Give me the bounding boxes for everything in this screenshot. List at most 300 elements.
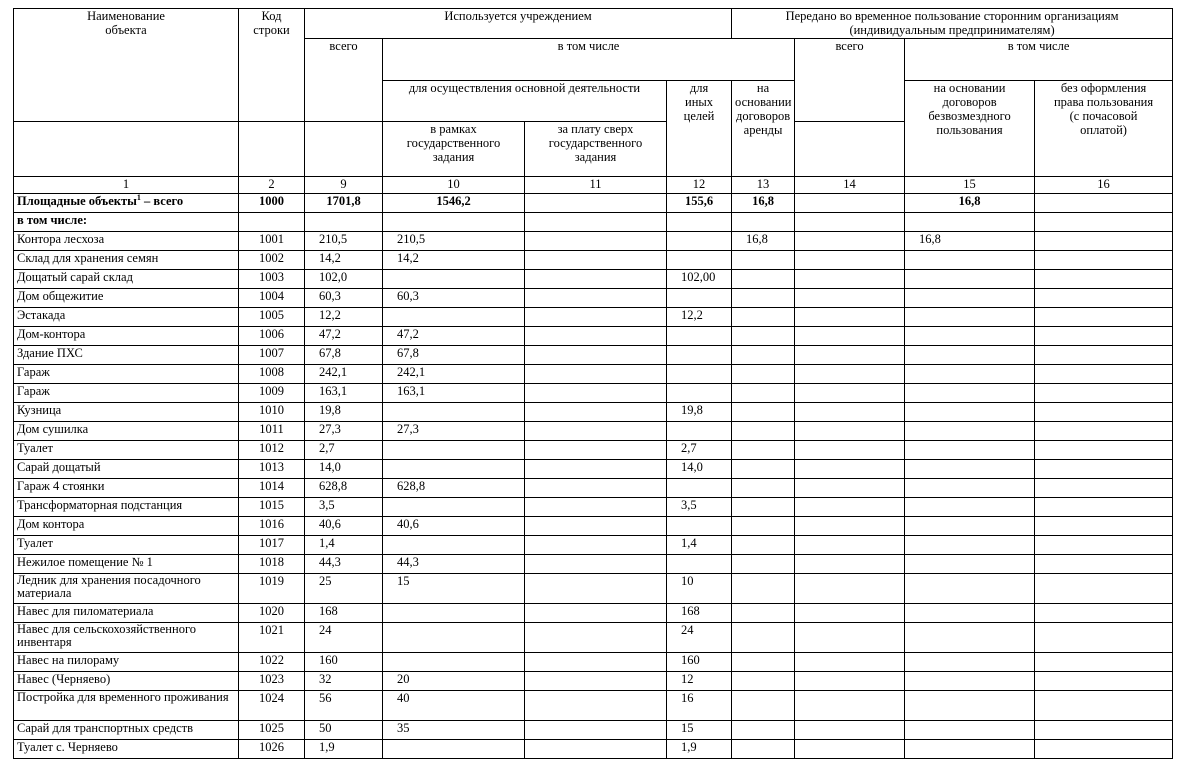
cell-gov [383, 536, 525, 555]
cell-t-lease [795, 384, 905, 403]
column-number: 9 [305, 177, 383, 194]
cell-t-norights [1035, 740, 1173, 759]
cell-gov: 20 [383, 672, 525, 691]
table-row [14, 721, 1173, 740]
cell-gov: 47,2 [383, 327, 525, 346]
cell-name: Контора лесхоза [14, 232, 239, 251]
header-row-1 [14, 9, 1173, 39]
cell-total: 168 [305, 604, 383, 623]
cell-t-lease [795, 517, 905, 536]
cell-code: 1014 [239, 479, 305, 498]
cell-t-free: 16,8 [905, 232, 1035, 251]
cell-other: 1,4 [667, 536, 732, 555]
table-row [14, 346, 1173, 365]
cell-total: 60,3 [305, 289, 383, 308]
cell-gov [383, 460, 525, 479]
table-row [14, 479, 1173, 498]
cell-code: 1025 [239, 721, 305, 740]
summary-paid [525, 194, 667, 213]
cell-t-lease [795, 604, 905, 623]
cell-name: Дом контора [14, 517, 239, 536]
cell-t-free [905, 441, 1035, 460]
table-row [14, 574, 1173, 604]
cell-total: 56 [305, 691, 383, 721]
cell-t-free [905, 346, 1035, 365]
cell-t-norights [1035, 346, 1173, 365]
cell-t-free [905, 653, 1035, 672]
cell-other [667, 346, 732, 365]
cell-paid [525, 555, 667, 574]
table-row [14, 441, 1173, 460]
cell-other [667, 365, 732, 384]
cell-t-norights [1035, 574, 1173, 604]
cell-paid [525, 460, 667, 479]
cell-total: 2,7 [305, 441, 383, 460]
cell-t-norights [1035, 251, 1173, 270]
cell-gov: 67,8 [383, 346, 525, 365]
cell-name: Навес (Черняево) [14, 672, 239, 691]
property-table [13, 8, 1173, 759]
cell-t-free [905, 555, 1035, 574]
column-number: 12 [667, 177, 732, 194]
cell-t-norights [1035, 604, 1173, 623]
cell-t-total [732, 270, 795, 289]
cell-t-total [732, 441, 795, 460]
cell-other: 168 [667, 604, 732, 623]
cell-name: Дом-контора [14, 327, 239, 346]
cell-t-total [732, 479, 795, 498]
column-number: 16 [1035, 177, 1173, 194]
cell-t-free [905, 460, 1035, 479]
cell-paid [525, 536, 667, 555]
cell-total: 25 [305, 574, 383, 604]
cell-t-total [732, 653, 795, 672]
cell-code: 1003 [239, 270, 305, 289]
cell-code: 1018 [239, 555, 305, 574]
cell-paid [525, 498, 667, 517]
cell-t-free [905, 604, 1035, 623]
including-label: в том числе: [14, 213, 239, 232]
cell-t-total [732, 604, 795, 623]
cell-t-norights [1035, 403, 1173, 422]
cell-t-lease [795, 270, 905, 289]
cell-name: Гараж 4 стоянки [14, 479, 239, 498]
cell-t-norights [1035, 623, 1173, 653]
cell-paid [525, 653, 667, 672]
cell-other [667, 327, 732, 346]
cell-gov: 40,6 [383, 517, 525, 536]
table-row [14, 653, 1173, 672]
cell-code: 1010 [239, 403, 305, 422]
table-row [14, 308, 1173, 327]
cell-gov: 15 [383, 574, 525, 604]
cell-paid [525, 441, 667, 460]
cell-t-total [732, 403, 795, 422]
column-number: 10 [383, 177, 525, 194]
table-row [14, 604, 1173, 623]
cell-paid [525, 691, 667, 721]
cell-t-norights [1035, 498, 1173, 517]
header-lease: на основании договоров аренды [732, 80, 795, 177]
cell-paid [525, 251, 667, 270]
table-row [14, 327, 1173, 346]
column-number: 14 [795, 177, 905, 194]
cell-total: 14,0 [305, 460, 383, 479]
cell-t-free [905, 327, 1035, 346]
table-row [14, 555, 1173, 574]
cell-name: Гараж [14, 365, 239, 384]
cell-other [667, 422, 732, 441]
cell-code: 1023 [239, 672, 305, 691]
cell-code: 1009 [239, 384, 305, 403]
cell-t-free [905, 740, 1035, 759]
cell-t-total [732, 672, 795, 691]
cell-gov: 210,5 [383, 232, 525, 251]
cell-code: 1024 [239, 691, 305, 721]
cell-t-total [732, 498, 795, 517]
cell-total: 12,2 [305, 308, 383, 327]
cell-t-free [905, 289, 1035, 308]
cell-other: 10 [667, 574, 732, 604]
cell-paid [525, 327, 667, 346]
summary-t-lease [795, 194, 905, 213]
header-transferred: Передано во временное пользование сторонним организациям (индивидуальным предпринимателям) [732, 9, 1173, 39]
cell-gov: 60,3 [383, 289, 525, 308]
table-row [14, 672, 1173, 691]
cell-total: 1,4 [305, 536, 383, 555]
cell-total: 3,5 [305, 498, 383, 517]
summary-t-total: 16,8 [732, 194, 795, 213]
column-number: 1 [14, 177, 239, 194]
cell-t-norights [1035, 365, 1173, 384]
cell-gov [383, 604, 525, 623]
cell-paid [525, 403, 667, 422]
cell-t-lease [795, 691, 905, 721]
cell-t-lease [795, 327, 905, 346]
cell-code: 1002 [239, 251, 305, 270]
cell-other: 19,8 [667, 403, 732, 422]
cell-name: Сарай для транспортных средств [14, 721, 239, 740]
table-row [14, 536, 1173, 555]
cell-total: 50 [305, 721, 383, 740]
header-name: Наименование объекта [14, 9, 239, 122]
cell-t-lease [795, 574, 905, 604]
cell-code: 1011 [239, 422, 305, 441]
cell-gov: 44,3 [383, 555, 525, 574]
cell-name: Склад для хранения семян [14, 251, 239, 270]
cell-code: 1017 [239, 536, 305, 555]
cell-t-lease [795, 346, 905, 365]
cell-other: 3,5 [667, 498, 732, 517]
cell-name: Навес для пиломатериала [14, 604, 239, 623]
cell-t-norights [1035, 384, 1173, 403]
cell-t-norights [1035, 460, 1173, 479]
table-row [14, 422, 1173, 441]
cell-t-lease [795, 536, 905, 555]
cell-paid [525, 604, 667, 623]
cell-name: Здание ПХС [14, 346, 239, 365]
cell-gov: 27,3 [383, 422, 525, 441]
cell-other [667, 555, 732, 574]
cell-t-total [732, 536, 795, 555]
summary-name: Площадные объекты$^1$ – всего [14, 194, 239, 213]
cell-total: 102,0 [305, 270, 383, 289]
cell-t-total [732, 289, 795, 308]
cell-t-free [905, 479, 1035, 498]
cell-t-free [905, 498, 1035, 517]
header-main-activity: для осуществления основной деятельности [383, 80, 667, 122]
column-number: 13 [732, 177, 795, 194]
cell-t-lease [795, 441, 905, 460]
cell-paid [525, 270, 667, 289]
cell-t-total: 16,8 [732, 232, 795, 251]
cell-t-total [732, 384, 795, 403]
cell-t-free [905, 422, 1035, 441]
table-row [14, 740, 1173, 759]
cell-t-lease [795, 653, 905, 672]
cell-gov [383, 403, 525, 422]
cell-code: 1012 [239, 441, 305, 460]
cell-other: 12,2 [667, 308, 732, 327]
cell-gov [383, 653, 525, 672]
cell-t-lease [795, 721, 905, 740]
cell-name: Эстакада [14, 308, 239, 327]
cell-code: 1015 [239, 498, 305, 517]
cell-t-lease [795, 365, 905, 384]
cell-other: 16 [667, 691, 732, 721]
summary-t-free: 16,8 [905, 194, 1035, 213]
cell-other [667, 479, 732, 498]
cell-t-lease [795, 479, 905, 498]
table-row [14, 403, 1173, 422]
cell-code: 1007 [239, 346, 305, 365]
summary-t-norights [1035, 194, 1173, 213]
cell-gov: 14,2 [383, 251, 525, 270]
header-gov-task: в рамках государственного задания [383, 122, 525, 177]
cell-name: Дощатый сарай склад [14, 270, 239, 289]
cell-name: Туалет [14, 536, 239, 555]
cell-t-total [732, 691, 795, 721]
cell-gov [383, 498, 525, 517]
cell-t-total [732, 740, 795, 759]
cell-paid [525, 721, 667, 740]
cell-name: Дом общежитие [14, 289, 239, 308]
cell-t-total [732, 555, 795, 574]
cell-paid [525, 574, 667, 604]
cell-other: 12 [667, 672, 732, 691]
cell-t-norights [1035, 691, 1173, 721]
table-row [14, 623, 1173, 653]
cell-total: 44,3 [305, 555, 383, 574]
cell-t-lease [795, 740, 905, 759]
cell-t-lease [795, 289, 905, 308]
cell-name: Навес для сельскохозяйственного инвентаря [14, 623, 239, 653]
cell-t-total [732, 422, 795, 441]
cell-total: 163,1 [305, 384, 383, 403]
cell-total: 242,1 [305, 365, 383, 384]
summary-row [14, 194, 1173, 213]
table-row [14, 517, 1173, 536]
cell-t-free [905, 270, 1035, 289]
cell-t-total [732, 365, 795, 384]
table-row [14, 232, 1173, 251]
cell-t-lease [795, 672, 905, 691]
cell-gov [383, 441, 525, 460]
summary-other: 155,6 [667, 194, 732, 213]
cell-name: Ледник для хранения посадочного материала [14, 574, 239, 604]
header-paid: за плату сверх государственного задания [525, 122, 667, 177]
cell-code: 1008 [239, 365, 305, 384]
column-number-row [14, 177, 1173, 194]
cell-t-lease [795, 308, 905, 327]
cell-name: Постройка для временного проживания [14, 691, 239, 721]
cell-t-norights [1035, 555, 1173, 574]
cell-name: Сарай дощатый [14, 460, 239, 479]
cell-t-total [732, 346, 795, 365]
table-row [14, 270, 1173, 289]
cell-paid [525, 365, 667, 384]
table-row [14, 365, 1173, 384]
cell-code: 1001 [239, 232, 305, 251]
cell-paid [525, 672, 667, 691]
cell-name: Кузница [14, 403, 239, 422]
cell-t-total [732, 327, 795, 346]
cell-code: 1006 [239, 327, 305, 346]
column-number: 15 [905, 177, 1035, 194]
cell-t-norights [1035, 270, 1173, 289]
cell-total: 40,6 [305, 517, 383, 536]
cell-t-free [905, 403, 1035, 422]
cell-t-norights [1035, 721, 1173, 740]
cell-total: 47,2 [305, 327, 383, 346]
cell-total: 628,8 [305, 479, 383, 498]
column-number: 11 [525, 177, 667, 194]
cell-name: Туалет [14, 441, 239, 460]
cell-t-lease [795, 251, 905, 270]
cell-t-norights [1035, 441, 1173, 460]
cell-gov: 40 [383, 691, 525, 721]
cell-gov [383, 623, 525, 653]
header-used-by: Используется учреждением [305, 9, 732, 39]
cell-other: 15 [667, 721, 732, 740]
cell-other [667, 384, 732, 403]
cell-paid [525, 740, 667, 759]
cell-t-free [905, 691, 1035, 721]
cell-t-lease [795, 623, 905, 653]
cell-t-total [732, 623, 795, 653]
cell-other [667, 232, 732, 251]
table-row [14, 498, 1173, 517]
cell-t-free [905, 536, 1035, 555]
cell-gov: 242,1 [383, 365, 525, 384]
cell-paid [525, 289, 667, 308]
cell-t-free [905, 251, 1035, 270]
cell-code: 1005 [239, 308, 305, 327]
cell-gov: 35 [383, 721, 525, 740]
cell-t-free [905, 365, 1035, 384]
table-row [14, 384, 1173, 403]
cell-name: Дом сушилка [14, 422, 239, 441]
cell-total: 19,8 [305, 403, 383, 422]
cell-total: 210,5 [305, 232, 383, 251]
summary-code: 1000 [239, 194, 305, 213]
cell-total: 1,9 [305, 740, 383, 759]
cell-paid [525, 232, 667, 251]
cell-paid [525, 422, 667, 441]
cell-paid [525, 384, 667, 403]
cell-t-total [732, 460, 795, 479]
cell-other [667, 517, 732, 536]
cell-name: Навес на пилораму [14, 653, 239, 672]
cell-t-lease [795, 232, 905, 251]
cell-name: Гараж [14, 384, 239, 403]
cell-t-free [905, 721, 1035, 740]
cell-t-norights [1035, 479, 1173, 498]
cell-t-lease [795, 460, 905, 479]
cell-t-total [732, 308, 795, 327]
header-total: всего [305, 39, 383, 122]
cell-t-total [732, 574, 795, 604]
cell-paid [525, 308, 667, 327]
cell-gov: 628,8 [383, 479, 525, 498]
cell-other: 102,00 [667, 270, 732, 289]
cell-gov: 163,1 [383, 384, 525, 403]
header-free: на основании договоров безвозмездного пользования [905, 80, 1035, 177]
cell-t-norights [1035, 672, 1173, 691]
cell-t-free [905, 623, 1035, 653]
table-row [14, 691, 1173, 721]
cell-t-free [905, 517, 1035, 536]
including-row [14, 213, 1173, 232]
summary-total: 1701,8 [305, 194, 383, 213]
header-including: в том числе [383, 39, 795, 81]
cell-t-norights [1035, 517, 1173, 536]
cell-total: 24 [305, 623, 383, 653]
cell-paid [525, 346, 667, 365]
cell-code: 1004 [239, 289, 305, 308]
cell-name: Трансформаторная подстанция [14, 498, 239, 517]
cell-t-lease [795, 555, 905, 574]
cell-t-free [905, 308, 1035, 327]
cell-t-norights [1035, 308, 1173, 327]
column-number: 2 [239, 177, 305, 194]
cell-t-free [905, 672, 1035, 691]
cell-gov [383, 740, 525, 759]
cell-t-lease [795, 498, 905, 517]
table-row [14, 289, 1173, 308]
cell-t-norights [1035, 327, 1173, 346]
cell-t-norights [1035, 536, 1173, 555]
header-no-rights: без оформления права пользования (с почасовой оплатой) [1035, 80, 1173, 177]
cell-name: Нежилое помещение № 1 [14, 555, 239, 574]
cell-t-total [732, 251, 795, 270]
cell-t-total [732, 721, 795, 740]
cell-gov [383, 270, 525, 289]
cell-code: 1013 [239, 460, 305, 479]
table-row [14, 251, 1173, 270]
cell-code: 1026 [239, 740, 305, 759]
header-other: для иных целей [667, 80, 732, 177]
cell-gov [383, 308, 525, 327]
cell-paid [525, 479, 667, 498]
header-total-2: всего [795, 39, 905, 122]
cell-total: 27,3 [305, 422, 383, 441]
cell-t-lease [795, 422, 905, 441]
cell-t-norights [1035, 653, 1173, 672]
cell-total: 67,8 [305, 346, 383, 365]
cell-code: 1022 [239, 653, 305, 672]
cell-other: 1,9 [667, 740, 732, 759]
